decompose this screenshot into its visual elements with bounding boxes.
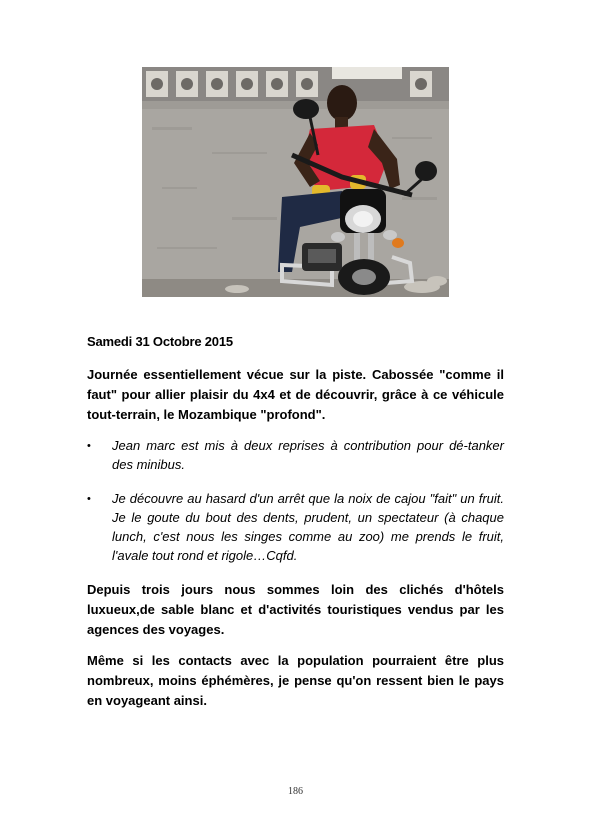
paragraph-agencies: Depuis trois jours nous sommes loin des clichés d'hôtels luxueux,de sable blanc et d'activités touristiques vendus par les agences des voyages. — [87, 582, 504, 637]
intro-paragraph: Journée essentiellement vécue sur la piste. Cabossée "comme il faut" pour allier plaisir du 4x4 et de découvrir, grâce à ce véhicule tout-terrain, le Mozambique "profond". — [87, 367, 504, 422]
bullet-text: Je découvre au hasard d'un arrêt que la noix de cajou "fait" un fruit. Je le goute du bout des dents, prudent, un spectateur (à chaque lunch, c'est nous les singes comme au zoo) me prends le fruit, l'avale tout rond et rigole…Cqfd. — [112, 491, 504, 563]
motorcycle-photo — [142, 67, 449, 297]
paragraph-population: Même si les contacts avec la population pourraient être plus nombreux, moins éphémères, je pense qu'on ressent bien le pays en voyageant ainsi. — [87, 653, 504, 708]
page-content — [87, 333, 504, 722]
list-item — [87, 489, 504, 565]
bullet-marker: • — [87, 493, 91, 505]
bullet-list — [87, 436, 504, 565]
page-number: 186 — [288, 786, 303, 797]
entry-date: Samedi 31 Octobre 2015 — [87, 334, 233, 349]
bullet-text: Jean marc est mis à deux reprises à contribution pour dé-tanker des minibus. — [112, 438, 504, 472]
bullet-marker: • — [87, 440, 91, 452]
list-item — [87, 436, 504, 474]
